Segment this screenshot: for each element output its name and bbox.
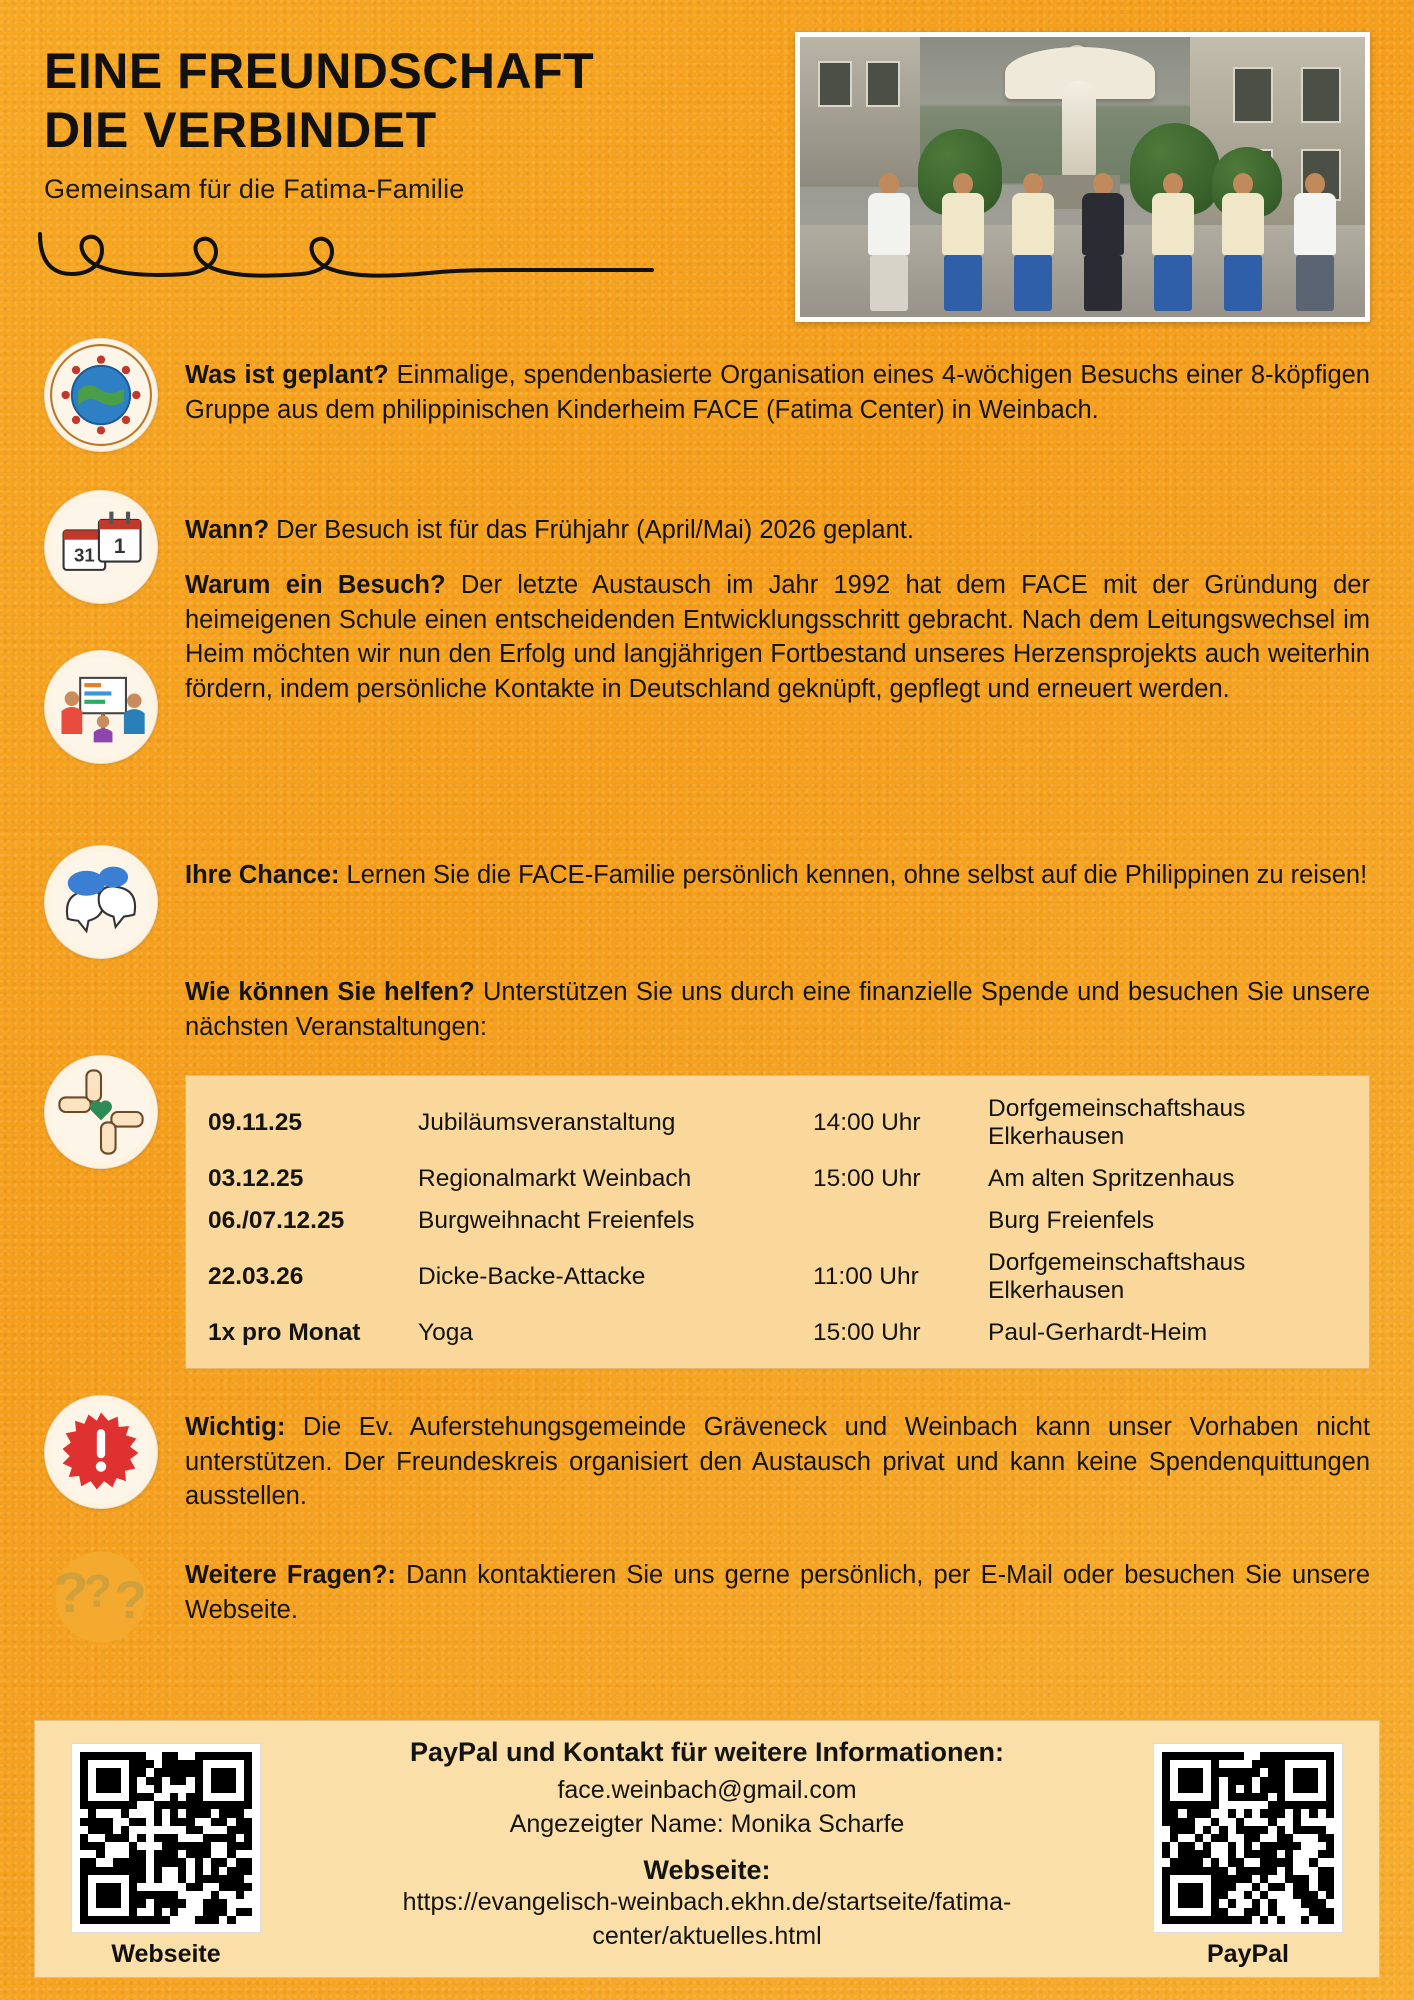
section-heading: Ihre Chance: <box>185 861 340 889</box>
section-text: Der Besuch ist für das Frühjahr (April/Mai) 2026 geplant. <box>269 516 914 544</box>
event-place: Dorfgemeinschaftshaus Elkerhausen <box>988 1095 1246 1150</box>
qr-left-modules <box>80 1752 252 1924</box>
table-row <box>204 1158 1351 1200</box>
section-heading: Wie können Sie helfen? <box>185 978 475 1006</box>
section-wie-koennen-sie-helfen <box>185 975 1370 1044</box>
table-row <box>204 1200 1351 1242</box>
svg-text:?: ? <box>53 1561 87 1626</box>
title-line-2: DIE VERBINDET <box>44 102 437 158</box>
qr-right-modules <box>1162 1752 1334 1924</box>
qr-left-label: Webseite <box>111 1940 221 1968</box>
title-line-1: EINE FREUNDSCHAFT <box>44 43 595 99</box>
exclamation-warning-icon <box>44 1395 158 1509</box>
presentation-teaching-icon <box>44 650 158 764</box>
website-url-line-2[interactable]: center/aktuelles.html <box>592 1921 822 1950</box>
events-table <box>185 1075 1370 1369</box>
event-name: Dicke-Backe-Attacke <box>418 1263 646 1290</box>
section-text: Die Ev. Auferstehungsgemeinde Gräveneck und Weinbach kann unser Vorhaben nicht unterstützen. Der Freundeskreis organisiert den Austausch privat und kann keine Spendenquittungen ausstellen. <box>185 1413 1370 1511</box>
event-date: 22.03.26 <box>208 1263 304 1290</box>
section-heading: Warum ein Besuch? <box>185 571 446 599</box>
svg-text:?: ? <box>114 1570 147 1630</box>
event-time: 11:00 Uhr <box>813 1263 919 1290</box>
section-ihre-chance <box>185 858 1370 893</box>
contact-email[interactable]: face.weinbach@gmail.com <box>557 1776 857 1804</box>
section-wann <box>185 513 1370 548</box>
section-heading: Was ist geplant? <box>185 361 389 389</box>
contact-heading: PayPal und Kontakt für weitere Informationen: <box>409 1737 1005 1767</box>
qr-code-website[interactable] <box>71 1743 261 1933</box>
section-heading: Wann? <box>185 516 270 544</box>
event-time <box>809 1200 984 1242</box>
paypal-display-name: Angezeigter Name: Monika Scharfe <box>509 1809 905 1838</box>
event-place: Dorfgemeinschaftshaus Elkerhausen <box>988 1249 1246 1304</box>
event-name: Jubiläumsveranstaltung <box>418 1109 676 1136</box>
section-weitere-fragen <box>185 1558 1370 1627</box>
table-row <box>204 1088 1351 1158</box>
footer-contact-panel <box>34 1720 1380 1978</box>
qr-code-paypal[interactable] <box>1153 1743 1343 1933</box>
event-name: Burgweihnacht Freienfels <box>418 1207 695 1234</box>
group-photo <box>795 32 1370 322</box>
event-date: 09.11.25 <box>208 1109 303 1136</box>
event-place: Burg Freienfels <box>988 1207 1155 1234</box>
squiggle-divider-icon <box>36 228 656 282</box>
svg-text:?: ? <box>83 1565 112 1617</box>
event-place: Paul-Gerhardt-Heim <box>988 1319 1208 1346</box>
section-text: Einmalige, spendenbasierte Organisation eines 4-wöchigen Besuchs einer 8-köpfigen Gruppe aus dem philippinischen Kinderheim FACE (Fatima Center) in Weinbach. <box>185 361 1370 424</box>
qr-right-label: PayPal <box>1206 1940 1289 1968</box>
svg-text:1: 1 <box>113 535 126 559</box>
page-subtitle: Gemeinsam für die Fatima-Familie <box>44 174 465 204</box>
event-time: 15:00 Uhr <box>813 1319 921 1346</box>
section-warum-ein-besuch <box>185 568 1370 707</box>
svg-text:31: 31 <box>73 544 95 566</box>
helping-hands-heart-icon <box>44 1055 158 1169</box>
page-title <box>44 42 684 160</box>
section-text: Unterstützen Sie uns durch eine finanzielle Spende und besuchen Sie unsere nächsten Veranstaltungen: <box>185 978 1370 1041</box>
website-url-line-1[interactable]: https://evangelisch-weinbach.ekhn.de/startseite/fatima- <box>402 1888 1012 1916</box>
section-text: Der letzte Austausch im Jahr 1992 hat dem FACE mit der Gründung der heimeigenen Schule einen entscheidenden Entwicklungsschritt gebracht. Nach dem Leitungswechsel im Heim möchten wir nun den Erfolg und langjährigen Fortbestand unseres Herzensprojekts auch weiterhin fördern, indem persönliche Kontakte in Deutschland geknüpft, gepflegt und erneuert werden. <box>185 571 1370 704</box>
event-place: Am alten Spritzenhaus <box>988 1165 1235 1192</box>
event-name: Regionalmarkt Weinbach <box>418 1165 692 1192</box>
section-was-ist-geplant <box>185 358 1370 427</box>
table-row <box>204 1242 1351 1312</box>
calendar-icon <box>44 490 158 604</box>
website-heading: Webseite: <box>643 1855 771 1885</box>
section-heading: Weitere Fragen?: <box>185 1561 396 1589</box>
section-wichtig <box>185 1410 1370 1514</box>
section-heading: Wichtig: <box>185 1413 286 1441</box>
event-time: 14:00 Uhr <box>813 1109 921 1136</box>
table-row <box>204 1312 1351 1354</box>
event-date: 06./07.12.25 <box>208 1207 345 1234</box>
question-marks-icon <box>44 1540 158 1654</box>
footer-contact-text <box>300 1737 1114 1953</box>
speech-bubbles-icon <box>44 845 158 959</box>
section-text: Lernen Sie die FACE-Familie persönlich kennen, ohne selbst auf die Philippinen zu reisen! <box>339 861 1368 889</box>
globe-fatima-logo-icon <box>44 338 158 452</box>
event-date: 1x pro Monat <box>208 1319 361 1346</box>
event-time: 15:00 Uhr <box>813 1165 921 1192</box>
event-date: 03.12.25 <box>208 1165 304 1192</box>
event-name: Yoga <box>418 1319 473 1346</box>
section-text: Dann kontaktieren Sie uns gerne persönlich, per E-Mail oder besuchen Sie unsere Webseite. <box>185 1561 1370 1624</box>
